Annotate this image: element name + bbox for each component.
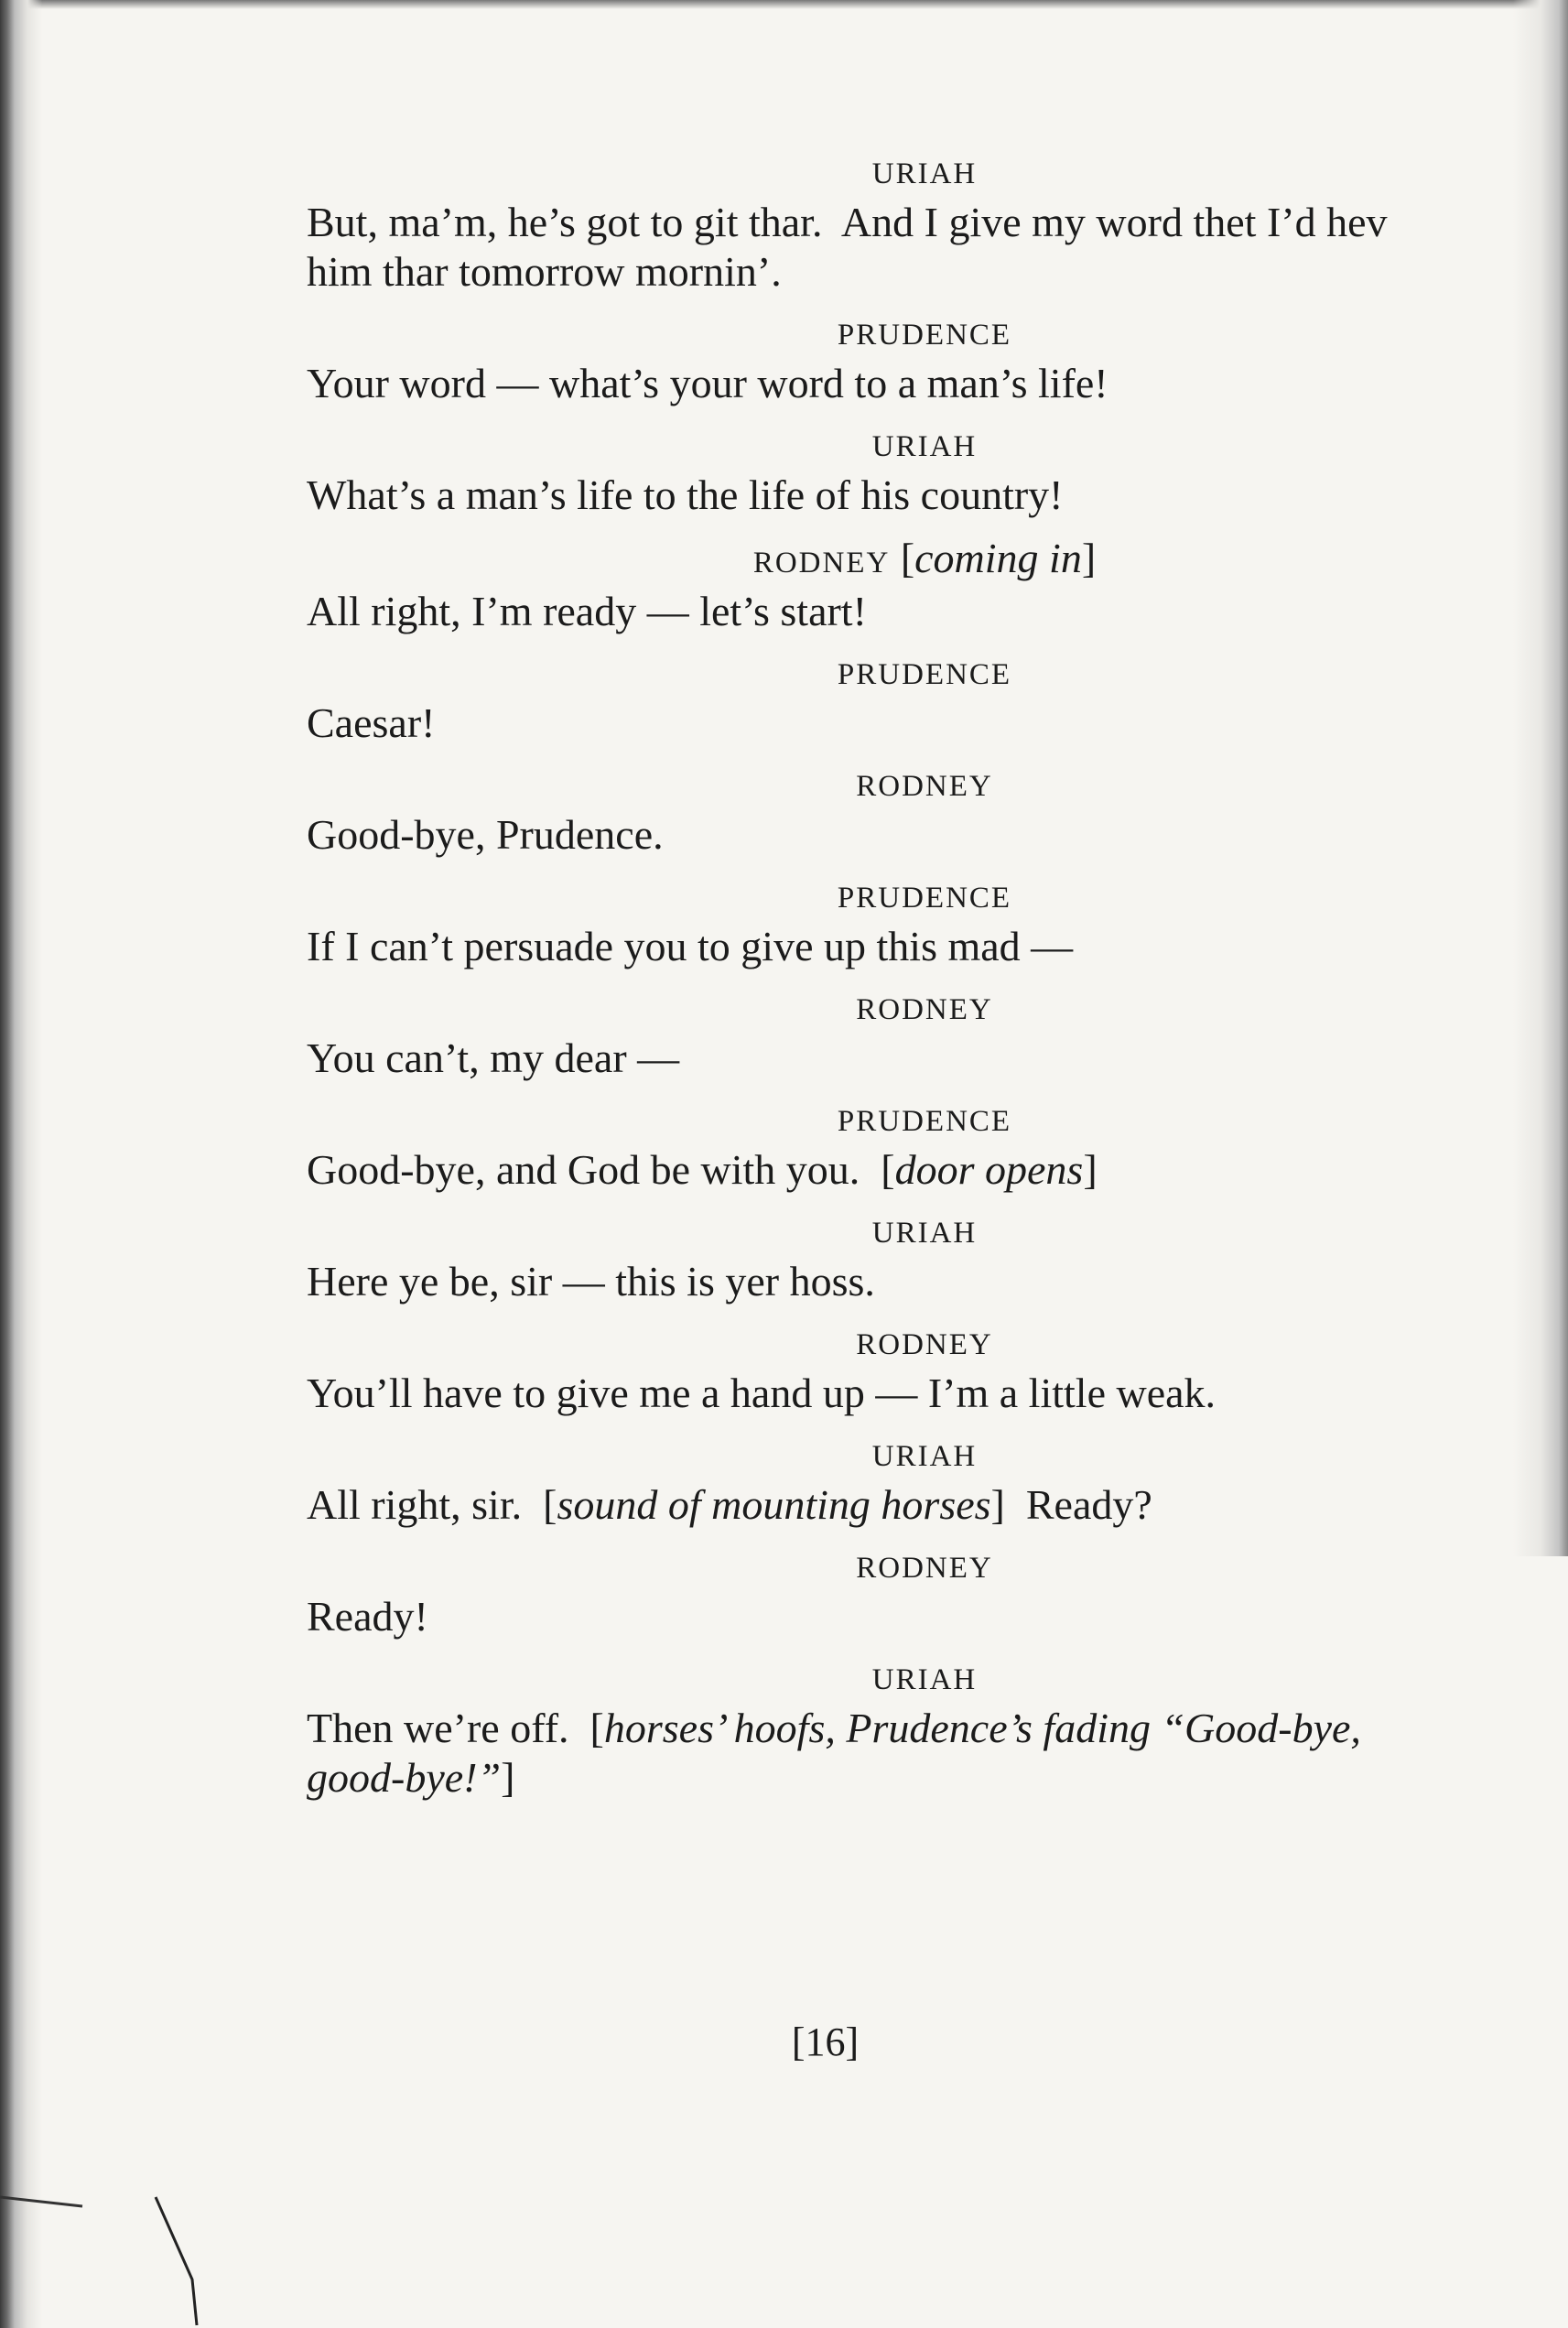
stage-direction: door opens xyxy=(894,1146,1084,1193)
speaker-name xyxy=(307,656,1460,693)
speaker-label: URIAH xyxy=(871,1663,978,1696)
scan-edge-left xyxy=(0,0,42,2328)
dialogue-text: Caesar! xyxy=(307,699,436,746)
speaker-label: URIAH xyxy=(871,430,978,463)
dialogue-line xyxy=(307,1480,1460,1530)
dialogue-text: Then we’re off. [ xyxy=(307,1705,604,1751)
speaker-label: RODNEY xyxy=(856,770,993,803)
direction-bracket: ] xyxy=(1081,535,1097,581)
dialogue-line xyxy=(307,587,1460,636)
dialogue-line xyxy=(307,1034,1460,1083)
dialogue-line xyxy=(307,471,1460,520)
dialogue-text: You’ll have to give me a hand up — I’m a little weak. xyxy=(307,1370,1217,1416)
speaker-name xyxy=(307,1215,1460,1251)
speaker-name xyxy=(307,317,1460,353)
dialogue-text: What’s a man’s life to the life of his country! xyxy=(307,471,1064,518)
speaker-label: RODNEY xyxy=(856,1328,993,1361)
dialogue-line xyxy=(307,1592,1460,1641)
dialogue-line xyxy=(307,810,1460,860)
speaker-label: PRUDENCE xyxy=(837,319,1012,352)
dialogue-text: ] xyxy=(1083,1146,1098,1193)
dialogue-line xyxy=(307,922,1460,971)
dialogue-text: All right, sir. [ xyxy=(307,1481,557,1528)
speaker-label: URIAH xyxy=(871,1217,978,1250)
script-body xyxy=(307,156,1460,1803)
scan-edge-top xyxy=(0,0,1568,9)
dialogue-line xyxy=(307,698,1460,748)
speaker-name xyxy=(307,535,1460,581)
direction-bracket: [ xyxy=(890,535,915,581)
stage-direction: horses’ hoofs, Prudence’s fading “Good-bye, good-bye!” xyxy=(307,1705,1372,1801)
dialogue-text: Good-bye, Prudence. xyxy=(307,811,664,858)
speaker-name xyxy=(307,428,1460,465)
dialogue-line xyxy=(307,1145,1460,1195)
dialogue-line xyxy=(307,1704,1460,1803)
dialogue-text: ] Ready? xyxy=(990,1481,1152,1528)
page-number: [16] xyxy=(791,2019,860,2064)
speaker-label: URIAH xyxy=(871,157,978,190)
speaker-name xyxy=(307,1326,1460,1363)
dialogue-text: Ready! xyxy=(307,1593,428,1640)
speaker-name xyxy=(307,1662,1460,1698)
dialogue-line xyxy=(307,1369,1460,1418)
speaker-name xyxy=(307,1103,1460,1140)
speaker-label: PRUDENCE xyxy=(837,882,1012,915)
speaker-label: RODNEY xyxy=(856,1552,993,1585)
dialogue-line xyxy=(307,198,1460,297)
stage-direction: coming in xyxy=(914,535,1082,581)
dialogue-line xyxy=(307,359,1460,408)
dialogue-text: But, ma’m, he’s got to git thar. And I give my word thet I’d hev him thar tomorrow mornin’. xyxy=(307,199,1399,295)
scan-edge-right xyxy=(1513,0,1568,1556)
dialogue-line xyxy=(307,1257,1460,1306)
speaker-label: PRUDENCE xyxy=(837,658,1012,691)
dialogue-text: Your word — what’s your word to a man’s life! xyxy=(307,360,1108,406)
dialogue-text: ] xyxy=(501,1754,515,1801)
speaker-label: RODNEY xyxy=(752,547,891,579)
dialogue-text: You can’t, my dear — xyxy=(307,1034,680,1081)
speaker-name xyxy=(307,1438,1460,1475)
speaker-name xyxy=(307,768,1460,805)
speaker-name xyxy=(307,880,1460,916)
dialogue-text: All right, I’m ready — let’s start! xyxy=(307,588,867,634)
dialogue-text: If I can’t persuade you to give up this mad — xyxy=(307,923,1074,969)
speaker-name xyxy=(307,1550,1460,1586)
speaker-name xyxy=(307,156,1460,192)
speaker-name xyxy=(307,991,1460,1028)
speaker-label: RODNEY xyxy=(856,993,993,1026)
dialogue-text: Good-bye, and God be with you. [ xyxy=(307,1146,895,1193)
speaker-label: URIAH xyxy=(871,1440,978,1473)
stage-direction: sound of mounting horses xyxy=(557,1481,991,1528)
speaker-label: PRUDENCE xyxy=(837,1105,1012,1138)
corner-scan-mark xyxy=(0,2179,238,2328)
dialogue-text: Here ye be, sir — this is yer hoss. xyxy=(307,1258,875,1305)
